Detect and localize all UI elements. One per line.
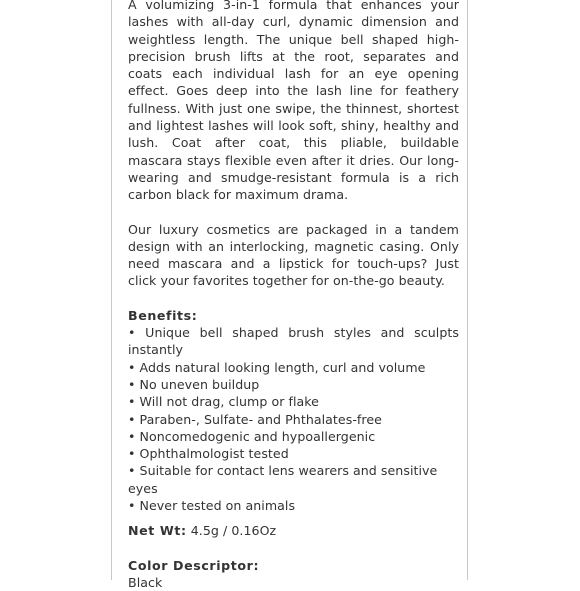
spacer (128, 540, 459, 557)
description-paragraph-1: A volumizing 3-in-1 formula that enhances your lashes with all-day curl, dynamic dimension and weightless length. The unique bell shaped high-precision brush lifts at the root, separates and coats each individual lash for an eye opening effect. Goes deep into the lash line for feathery fullness. With just one swipe, the thinnest, shortest and lightest lashes will look soft, shiny, healthy and lush. Coat after coat, this pliable, buildable mascara stays flexible even after it dries. Our long-wearing and smudge-resistant formula is a rich carbon black for maximum drama. (128, 0, 459, 203)
benefits-heading: Benefits: (128, 307, 198, 323)
list-item: • Paraben-, Sulfate- and Phthalates-free (128, 411, 382, 427)
list-item: • Adds natural looking length, curl and volume (128, 359, 426, 375)
list-item: • Will not drag, clump or flake (128, 394, 319, 410)
benefits-list (128, 324, 459, 514)
spacer (128, 204, 459, 221)
description-paragraph-2: Our luxury cosmetics are packaged in a tandem design with an interlocking, magnetic casing. Only need mascara and a lipstick for touch-ups? Just click your favorites together for on-the-go beauty. (128, 221, 459, 289)
list-item: • Ophthalmologist tested (128, 446, 289, 462)
net-weight-label: Net Wt: (128, 523, 187, 539)
list-item: • Suitable for contact lens wearers and sensitive eyes (128, 463, 438, 496)
list-item: • Noncomedogenic and hypoallergenic (128, 428, 376, 444)
net-weight (128, 522, 459, 539)
list-item: • No uneven buildup (128, 376, 260, 392)
product-description (128, 0, 459, 591)
spacer (128, 290, 459, 307)
list-item: • Unique bell shaped brush styles and sculpts instantly (128, 325, 459, 358)
list-item: • Never tested on animals (128, 498, 296, 514)
net-weight-value: 4.5g / 0.16Oz (190, 523, 277, 539)
color-descriptor-heading: Color Descriptor: (128, 557, 260, 573)
color-descriptor-value: Black (128, 574, 163, 590)
